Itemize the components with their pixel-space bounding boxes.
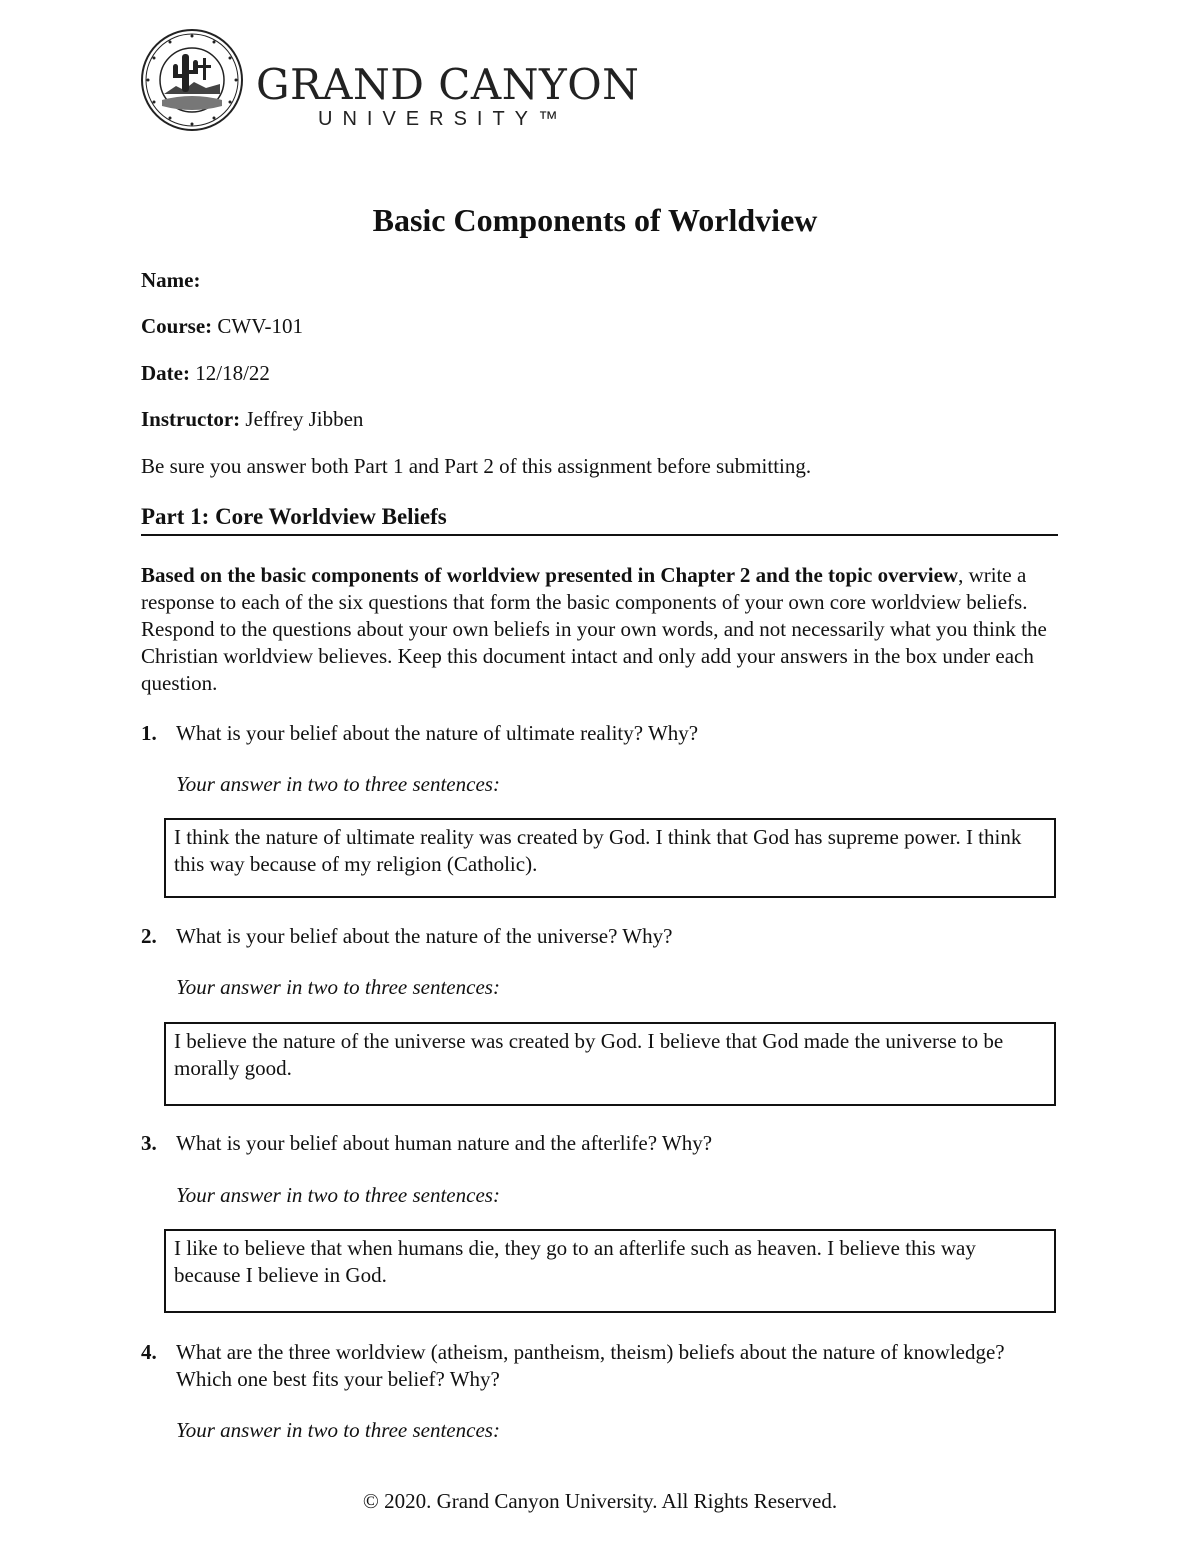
date-value: 12/18/22: [195, 361, 270, 385]
question-number: 2.: [141, 924, 157, 948]
course-field: [141, 312, 303, 340]
question-4: [141, 1339, 1041, 1393]
instruction-text: Be sure you answer both Part 1 and Part 2 of this assignment before submitting.: [141, 454, 812, 478]
date-field: [141, 359, 270, 387]
question-text: What is your belief about the nature of the universe? Why?: [176, 924, 673, 948]
document-title: Basic Components of Worldview: [372, 202, 818, 238]
question-number: 4.: [141, 1340, 157, 1364]
logo-name: GRAND CANYON: [256, 60, 640, 109]
question-text: What is your belief about human nature and the afterlife? Why?: [176, 1131, 713, 1155]
answer-box-3[interactable]: I like to believe that when humans die, they go to an afterlife such as heaven. I believe this way because I believe in God.: [164, 1229, 1056, 1313]
answer-prompt: Your answer in two to three sentences:: [176, 772, 500, 796]
question-text: What is your belief about the nature of ultimate reality? Why?: [176, 721, 699, 745]
answer-box-1[interactable]: I think the nature of ultimate reality was created by God. I think that God has supreme power. I think this way because of my religion (Catholic).: [164, 818, 1056, 898]
instructor-value: Jeffrey Jibben: [245, 407, 364, 431]
question-text: What are the three worldview (atheism, pantheism, theism) beliefs about the nature of knowledge? Which one best fits your belief? Why?: [176, 1340, 1005, 1391]
name-field: [141, 266, 200, 294]
part1-heading: Part 1: Core Worldview Beliefs: [141, 502, 1058, 536]
course-value: CWV-101: [217, 314, 303, 338]
question-1: [141, 720, 1041, 747]
course-label: Course:: [141, 314, 213, 338]
university-logo: [140, 28, 640, 132]
question-2: [141, 923, 1041, 950]
answer-prompt: Your answer in two to three sentences:: [176, 1418, 500, 1442]
question-number: 1.: [141, 721, 157, 745]
copyright-footer: © 2020. Grand Canyon University. All Rights Reserved.: [362, 1489, 838, 1513]
part1-intro: [141, 562, 1061, 697]
part1-intro-bold: Based on the basic components of worldview presented in Chapter 2 and the topic overview: [141, 563, 959, 587]
date-label: Date:: [141, 361, 190, 385]
answer-prompt: Your answer in two to three sentences:: [176, 1183, 500, 1207]
university-seal-icon: [140, 28, 244, 132]
instructor-field: [141, 405, 363, 433]
logo-subtitle: UNIVERSITY™: [318, 108, 569, 130]
question-3: [141, 1130, 1041, 1157]
answer-box-2[interactable]: I believe the nature of the universe was created by God. I believe that God made the universe to be morally good.: [164, 1022, 1056, 1106]
part1-intro-rest: , write a response to each of the six questions that form the basic components of your own core worldview beliefs. Respond to the questions about your own beliefs in your own words, and not necessarily what you think the Christian worldview believes. Keep this document intact and only add your answers in the box under each question.: [141, 563, 1047, 695]
answer-prompt: Your answer in two to three sentences:: [176, 975, 500, 999]
instructor-label: Instructor:: [141, 407, 241, 431]
name-label: Name:: [141, 268, 201, 292]
question-number: 3.: [141, 1131, 157, 1155]
